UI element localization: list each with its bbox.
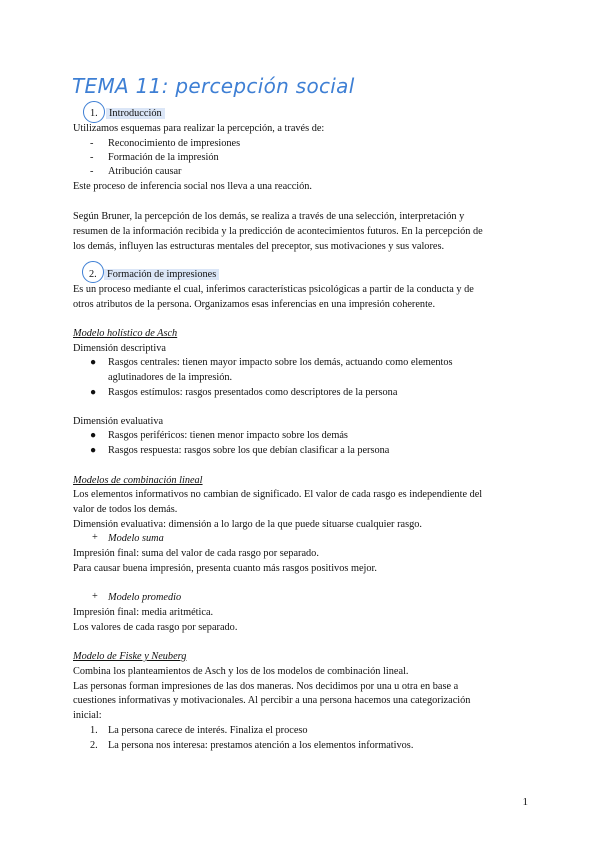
model-title: Modelo promedio [108, 592, 182, 603]
dimension-label: Dimensión descriptiva [73, 343, 166, 354]
plus-marker: + [92, 532, 98, 543]
subsection-title: Modelo de Fiske y Neuberg [73, 651, 187, 662]
plus-marker: + [92, 591, 98, 602]
bullet-item: Rasgos respuesta: rasgos sobre los que debían clasificar a la persona [108, 445, 390, 456]
bullet-item: Rasgos estímulos: rasgos presentados como descriptores de la persona [108, 387, 398, 398]
paragraph-line: inicial: [73, 710, 102, 721]
paragraph-line: Impresión final: suma del valor de cada rasgo por separado. [73, 548, 319, 559]
paragraph-line: Impresión final: media aritmética. [73, 607, 214, 618]
dash-marker: - [90, 152, 94, 163]
paragraph-line: Los valores de cada rasgo por separado. [73, 622, 238, 633]
page-number: 1 [522, 796, 528, 808]
list-item: Formación de la impresión [108, 152, 219, 163]
bullet-marker: ● [90, 430, 97, 441]
section-1-intro: Utilizamos esquemas para realizar la percepción, a través de: [73, 123, 325, 134]
section-2-number: 2. [89, 269, 97, 280]
list-item: Atribución causar [108, 166, 182, 177]
dash-marker: - [90, 166, 94, 177]
bullet-marker: ● [90, 387, 97, 398]
list-item: Reconocimiento de impresiones [108, 138, 241, 149]
paragraph-line: Las personas forman impresiones de las dos maneras. Nos decidimos por una u otra en base a [73, 681, 459, 692]
section-1-number: 1. [90, 108, 98, 119]
bullet-marker: ● [90, 357, 97, 368]
document-title: TEMA 11: percepción social [72, 74, 355, 98]
section-1-heading: Introducción [106, 107, 165, 121]
dimension-label: Dimensión evaluativa [73, 416, 164, 427]
paragraph-line: cuestiones informativas y motivacionales. Al percibir a una persona hacemos una categorización [73, 695, 471, 706]
paragraph-line: los demás, influyen las estructuras mentales del preceptor, sus motivaciones y sus valores. [73, 241, 445, 252]
numbered-item: La persona nos interesa: prestamos atención a los elementos informativos. [108, 740, 414, 751]
bullet-item: Rasgos centrales: tienen mayor impacto sobre los demás, actuando como elementos [108, 357, 453, 368]
bullet-item-continuation: aglutinadores de la impresión. [108, 372, 233, 383]
bullet-marker: ● [90, 445, 97, 456]
paragraph-line: Combina los planteamientos de Asch y los de los modelos de combinación lineal. [73, 666, 409, 677]
paragraph: Este proceso de inferencia social nos lleva a una reacción. [73, 181, 313, 192]
paragraph-line: resumen de la información recibida y la predicción de acontecimientos futuros. En la percepción de [73, 226, 483, 237]
numbered-item: La persona carece de interés. Finaliza el proceso [108, 725, 308, 736]
model-title: Modelo suma [108, 533, 164, 544]
paragraph-line: otros atributos de la persona. Organizamos esas inferencias en una impresión coherente. [73, 299, 436, 310]
subsection-title: Modelo holístico de Asch [73, 328, 178, 339]
section-2-heading: Formación de impresiones [104, 268, 219, 282]
paragraph-line: Según Bruner, la percepción de los demás, se realiza a través de una selección, interpretación y [73, 211, 465, 222]
paragraph-line: Para causar buena impresión, presenta cuanto más rasgos positivos mejor. [73, 563, 377, 574]
list-number: 1. [90, 725, 98, 736]
paragraph-line: Los elementos informativos no cambian de significado. El valor de cada rasgo es independiente del [73, 489, 483, 500]
dash-marker: - [90, 138, 94, 149]
subsection-title: Modelos de combinación lineal [73, 475, 203, 486]
paragraph-line: Es un proceso mediante el cual, inferimos características psicológicas a partir de la conducta y de [73, 284, 474, 295]
list-number: 2. [90, 740, 98, 751]
paragraph-line: Dimensión evaluativa: dimensión a lo largo de la que puede situarse cualquier rasgo. [73, 519, 422, 530]
bullet-item: Rasgos periféricos: tienen menor impacto sobre los demás [108, 430, 348, 441]
paragraph-line: valor de todos los demás. [73, 504, 178, 515]
